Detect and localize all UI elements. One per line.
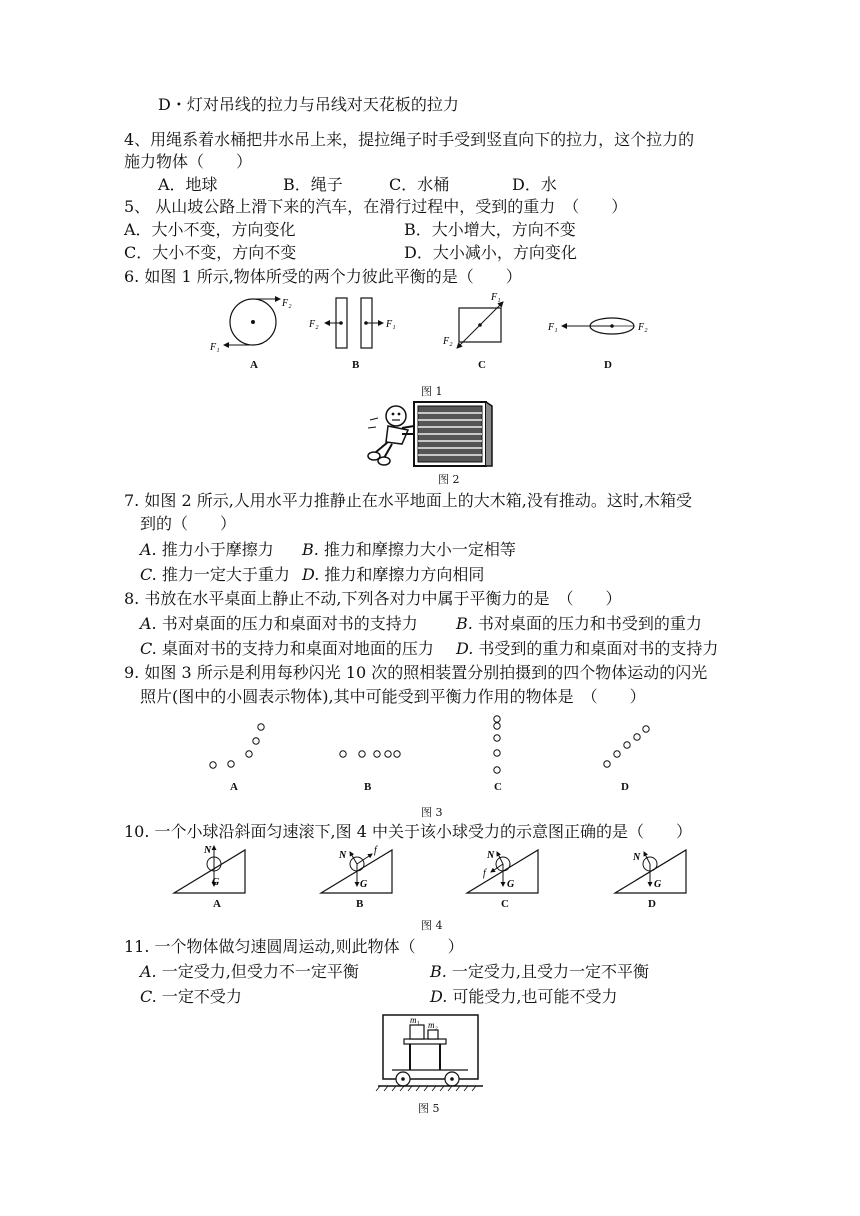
figure-3-flash-photos	[0, 712, 860, 802]
option-text: 可能受力,也可能不受力	[447, 987, 618, 1006]
svg-text:G: G	[654, 879, 662, 890]
q5-option-d: D．大小减小，方向变化	[404, 243, 577, 262]
fig2-caption: 图 2	[438, 473, 460, 486]
q5-option-b: B．大小增大，方向不变	[404, 220, 576, 239]
option-letter: C.	[140, 987, 157, 1006]
fig4-option-d-diagram	[615, 850, 686, 893]
svg-text:f: f	[374, 845, 377, 856]
q8-option-c	[140, 639, 434, 659]
option-text: 书受到的重力和桌面对书的支持力	[473, 639, 719, 658]
svg-text:f: f	[483, 868, 486, 879]
fig4-option-a-diagram	[174, 845, 245, 893]
svg-text:F₁: F₁	[548, 322, 558, 333]
svg-text:F₁: F₁	[491, 292, 501, 303]
fig3-label-a: A	[230, 781, 238, 793]
fig3-caption: 图 3	[421, 806, 443, 819]
q11-option-c	[140, 987, 242, 1007]
q5-option-c: C．大小不变，方向不变	[124, 243, 297, 262]
option-letter: A.	[140, 962, 157, 981]
svg-text:F₂: F₂	[443, 336, 453, 347]
option-letter: D.	[302, 565, 320, 584]
option-text: 一定受力,但受力不一定平衡	[156, 962, 359, 981]
fig3-label-c: C	[494, 781, 502, 793]
option-text: 一定受力,且受力一定不平衡	[446, 962, 650, 981]
figure-4-incline-forces	[0, 842, 860, 922]
svg-text:F₂: F₂	[309, 319, 319, 330]
fig4-label-a: A	[213, 898, 221, 910]
q11-stem: 11. 一个物体做匀速圆周运动,则此物体（ ）	[124, 937, 464, 956]
option-text: 推力和摩擦力大小一定相等	[318, 540, 516, 559]
option-letter: C.	[140, 565, 157, 584]
svg-text:G: G	[212, 877, 220, 888]
fig4-option-c-diagram	[467, 850, 538, 893]
fig1-option-b-diagram	[308, 298, 396, 348]
q4-stem-line2: 施力物体（ ）	[124, 152, 253, 171]
crate-illustration	[414, 402, 492, 466]
option-letter: A.	[140, 614, 157, 633]
q6-stem: 6. 如图 1 所示,物体所受的两个力彼此平衡的是（ ）	[124, 267, 522, 286]
option-text: 推力和摩擦力方向相同	[319, 565, 485, 584]
q4-option-d: D．水	[512, 175, 557, 194]
fig1-label-a: A	[250, 359, 258, 371]
svg-text:G: G	[507, 879, 515, 890]
q7-option-b	[302, 540, 516, 560]
fig4-label-b: B	[356, 898, 364, 910]
option-letter: B.	[302, 540, 319, 559]
q8-option-a	[140, 614, 418, 634]
fig1-option-c-diagram	[442, 292, 503, 348]
fig1-label-d: D	[604, 359, 612, 371]
fig3-option-c-dots	[494, 716, 500, 773]
q10-stem: 10. 一个小球沿斜面匀速滚下,图 4 中关于该小球受力的示意图正确的是（ ）	[124, 822, 692, 841]
option-text: 推力小于摩擦力	[156, 540, 274, 559]
svg-text:N: N	[487, 850, 495, 861]
person-illustration	[368, 406, 414, 465]
q7-stem-line2: 到的（ ）	[140, 514, 237, 533]
svg-text:F₂: F₂	[638, 322, 648, 333]
svg-text:N: N	[204, 845, 212, 856]
svg-text:F₂: F₂	[282, 298, 292, 309]
q8-stem: 8. 书放在水平桌面上静止不动,下列各对力中属于平衡力的是 （ ）	[124, 589, 622, 608]
q8-option-d	[456, 639, 718, 659]
fig1-caption: 图 1	[421, 385, 443, 398]
q11-option-d	[430, 987, 618, 1007]
q8-option-b	[456, 614, 702, 634]
q7-option-d	[302, 565, 484, 585]
q11-option-b	[430, 962, 649, 982]
option-text: 书对桌面的压力和桌面对书的支持力	[156, 614, 418, 633]
option-text: 书对桌面的压力和书受到的重力	[472, 614, 702, 633]
option-letter: B.	[456, 614, 473, 633]
option-letter: C.	[140, 639, 157, 658]
svg-text:N: N	[339, 850, 347, 861]
fig3-label-d: D	[621, 781, 629, 793]
fig5-caption: 图 5	[418, 1102, 440, 1115]
option-text: 一定不受力	[156, 987, 242, 1006]
option-text: 桌面对书的支持力和桌面对地面的压力	[156, 639, 434, 658]
fig4-caption: 图 4	[421, 919, 443, 932]
svg-text:m₂: m₂	[428, 1020, 438, 1030]
q3-option-d: D・灯对吊线的拉力与吊线对天花板的拉力	[158, 95, 459, 114]
q9-stem-line1: 9. 如图 3 所示是利用每秒闪光 10 次的照相装置分别拍摄到的四个物体运动的闪光	[124, 663, 708, 682]
svg-text:m₁: m₁	[410, 1015, 420, 1025]
q7-option-c	[140, 565, 290, 585]
fig4-label-c: C	[501, 898, 509, 910]
fig3-option-a-dots	[210, 724, 264, 768]
q7-stem-line1: 7. 如图 2 所示,人用水平力推静止在水平地面上的大木箱,没有推动。这时,木箱受	[124, 491, 692, 510]
q4-option-b: B．绳子	[283, 175, 343, 194]
fig1-option-a-diagram	[209, 298, 292, 353]
svg-text:F₁: F₁	[386, 319, 396, 330]
option-text: 推力一定大于重力	[156, 565, 290, 584]
option-letter: B.	[430, 962, 447, 981]
q9-stem-line2: 照片(图中的小圆表示物体),其中可能受到平衡力作用的物体是 （ ）	[140, 687, 646, 706]
figure-5-cart-with-blocks	[378, 1012, 518, 1092]
q5-option-a: A．大小不变，方向变化	[124, 220, 296, 239]
figure-1-force-pairs	[0, 290, 860, 390]
option-letter: D.	[456, 639, 474, 658]
figure-2-person-pushing-crate	[362, 398, 502, 468]
option-letter: A.	[140, 540, 157, 559]
svg-text:G: G	[360, 879, 368, 890]
fig1-option-d-diagram	[547, 318, 648, 334]
fig1-label-b: B	[352, 359, 360, 371]
q11-option-a	[140, 962, 359, 982]
svg-text:F₁: F₁	[210, 342, 220, 353]
q7-option-a	[140, 540, 274, 560]
option-letter: D.	[430, 987, 448, 1006]
fig3-option-b-dots	[340, 751, 400, 757]
fig4-option-b-diagram	[321, 845, 392, 893]
fig1-label-c: C	[478, 359, 486, 371]
q4-stem-line1: 4、用绳系着水桶把井水吊上来，提拉绳子时手受到竖直向下的拉力，这个拉力的	[124, 130, 695, 149]
q5-stem: 5、 从山坡公路上滑下来的汽车，在滑行过程中，受到的重力 （ ）	[124, 197, 628, 216]
fig4-label-d: D	[648, 898, 656, 910]
fig3-option-d-dots	[604, 726, 649, 767]
svg-text:N: N	[633, 852, 641, 863]
fig3-label-b: B	[364, 781, 372, 793]
q4-option-a: A．地球	[158, 175, 218, 194]
q4-option-c: C．水桶	[389, 175, 450, 194]
